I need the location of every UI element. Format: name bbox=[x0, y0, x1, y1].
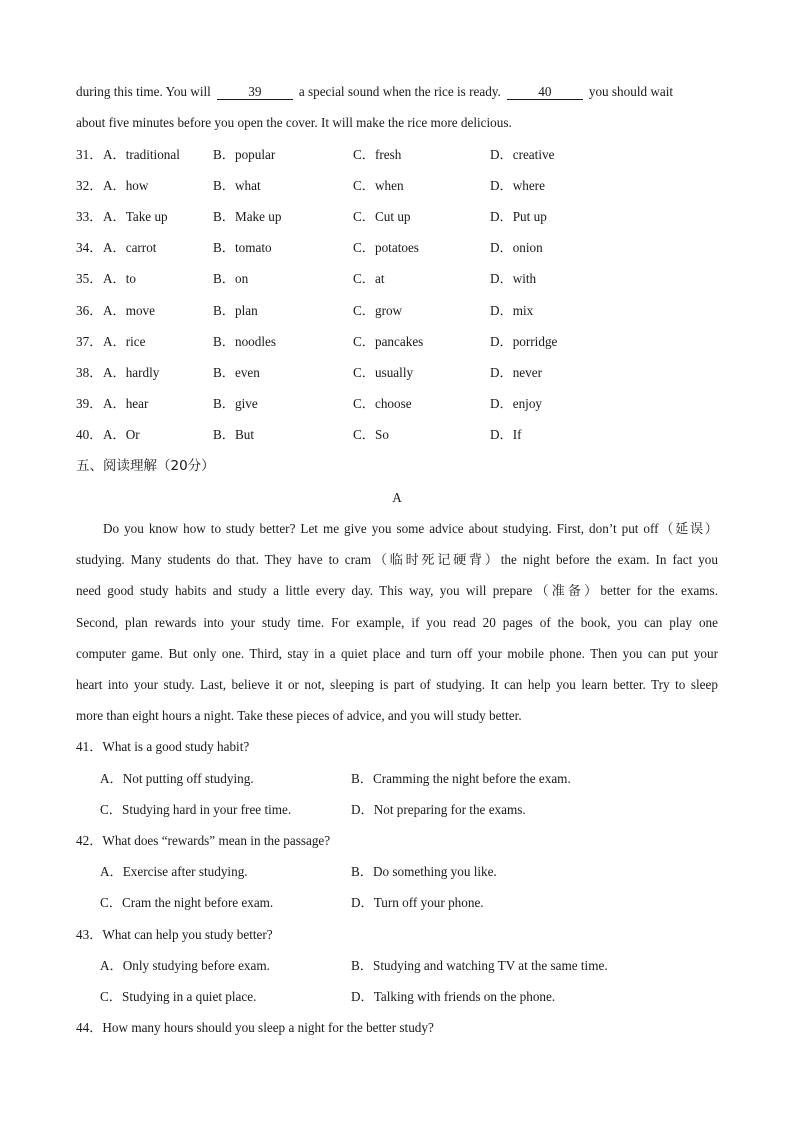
option-a: A．move bbox=[103, 303, 156, 318]
option-b: B．even bbox=[213, 365, 260, 380]
q41-option-d: D．Not preparing for the exams. bbox=[351, 802, 526, 817]
q42-option-b: B．Do something you like. bbox=[351, 864, 497, 879]
option-row-35 bbox=[76, 271, 718, 287]
blank-40: 40 bbox=[507, 85, 583, 100]
cloze-text-line-2: about five minutes before you open the cover. It will make the rice more delicious. bbox=[76, 115, 512, 130]
q43-option-d: D．Talking with friends on the phone. bbox=[351, 989, 556, 1004]
option-b: B．what bbox=[213, 178, 261, 193]
option-d: D．where bbox=[490, 178, 545, 193]
option-row-32 bbox=[76, 178, 718, 194]
passage-line: computer game. But only one. Third, stay in a quiet place and turn off your mobile phone. Then you can put your bbox=[76, 646, 718, 661]
option-b: B．give bbox=[213, 396, 258, 411]
option-d: D．enjoy bbox=[490, 396, 543, 411]
q43-option-b: B．Studying and watching TV at the same time. bbox=[351, 958, 608, 973]
q42-option-d: D．Turn off your phone. bbox=[351, 895, 484, 910]
option-b: B．on bbox=[213, 271, 249, 286]
q41-option-a: A．Not putting off studying. bbox=[100, 771, 254, 786]
option-b: B．popular bbox=[213, 147, 276, 162]
passage-line: heart into your study. Last, believe it or not, sleeping is part of studying. It can help you learn better. Try to sleep bbox=[76, 677, 718, 692]
question-number: 32． bbox=[76, 178, 103, 193]
question-number: 31． bbox=[76, 147, 103, 162]
option-c: C．pancakes bbox=[353, 334, 424, 349]
option-a: A．rice bbox=[103, 334, 146, 349]
option-row-31 bbox=[76, 147, 718, 163]
question-number: 38． bbox=[76, 365, 103, 380]
cloze-text: during this time. You will bbox=[76, 84, 211, 99]
option-b: B．But bbox=[213, 427, 255, 442]
question-number: 33． bbox=[76, 209, 103, 224]
option-row-38 bbox=[76, 365, 718, 381]
option-d: D．with bbox=[490, 271, 537, 286]
option-c: C．Cut up bbox=[353, 209, 411, 224]
option-a: A．carrot bbox=[103, 240, 157, 255]
option-c: C．at bbox=[353, 271, 385, 286]
option-c: C．usually bbox=[353, 365, 414, 380]
passage-line: more than eight hours a night. Take these pieces of advice, and you will study better. bbox=[76, 708, 522, 723]
question-stem-41: 41．What is a good study habit? bbox=[76, 739, 250, 754]
option-a: A．to bbox=[103, 271, 136, 286]
cloze-text: a special sound when the rice is ready. bbox=[298, 84, 501, 99]
section-title: 五、阅读理解（20分） bbox=[76, 458, 215, 474]
option-d: D．Put up bbox=[490, 209, 547, 224]
option-row-37 bbox=[76, 334, 718, 350]
passage-label: A bbox=[392, 490, 402, 505]
option-a: A．how bbox=[103, 178, 149, 193]
option-b: B．noodles bbox=[213, 334, 277, 349]
option-c: C．grow bbox=[353, 303, 403, 318]
passage-line: Second, plan rewards into your study time. For example, if you read 20 pages of the book, you can play one bbox=[76, 615, 718, 630]
question-number: 40． bbox=[76, 427, 103, 442]
cloze-text-line-1 bbox=[76, 84, 718, 100]
question-number: 34． bbox=[76, 240, 103, 255]
option-c: C．when bbox=[353, 178, 404, 193]
passage-line: studying. Many students do that. They have to cram（临时死记硬背）the night before the exam. In fact you bbox=[76, 552, 718, 567]
cloze-text: you should wait bbox=[588, 84, 674, 99]
option-b: B．Make up bbox=[213, 209, 282, 224]
question-number: 35． bbox=[76, 271, 103, 286]
option-a: A．hardly bbox=[103, 365, 160, 380]
option-a: A．Or bbox=[103, 427, 140, 442]
question-stem-43: 43．What can help you study better? bbox=[76, 927, 273, 942]
passage-line: Do you know how to study better? Let me give you some advice about studying. First, don’t put off（延误） bbox=[103, 521, 718, 536]
q41-option-c: C．Studying hard in your free time. bbox=[100, 802, 292, 817]
option-d: D．porridge bbox=[490, 334, 558, 349]
option-a: A．traditional bbox=[103, 147, 180, 162]
question-number: 37． bbox=[76, 334, 103, 349]
option-b: B．plan bbox=[213, 303, 258, 318]
blank-39: 39 bbox=[217, 85, 293, 100]
option-b: B．tomato bbox=[213, 240, 272, 255]
q42-option-a: A．Exercise after studying. bbox=[100, 864, 248, 879]
question-number: 39． bbox=[76, 396, 103, 411]
option-a: A．hear bbox=[103, 396, 149, 411]
option-d: D．If bbox=[490, 427, 522, 442]
option-c: C．potatoes bbox=[353, 240, 419, 255]
question-stem-44: 44．How many hours should you sleep a night for the better study? bbox=[76, 1020, 434, 1035]
option-c: C．So bbox=[353, 427, 389, 442]
option-d: D．creative bbox=[490, 147, 555, 162]
option-row-33 bbox=[76, 209, 718, 225]
question-stem-42: 42．What does “rewards” mean in the passage? bbox=[76, 833, 331, 848]
option-c: C．choose bbox=[353, 396, 412, 411]
option-row-39 bbox=[76, 396, 718, 412]
option-row-34 bbox=[76, 240, 718, 256]
q43-option-a: A．Only studying before exam. bbox=[100, 958, 270, 973]
passage-line: need good study habits and study a little every day. This way, you will prepare（准备）better for the exams. bbox=[76, 583, 718, 598]
option-c: C．fresh bbox=[353, 147, 402, 162]
option-d: D．never bbox=[490, 365, 542, 380]
q41-option-b: B．Cramming the night before the exam. bbox=[351, 771, 571, 786]
q43-option-c: C．Studying in a quiet place. bbox=[100, 989, 257, 1004]
option-row-40 bbox=[76, 427, 718, 443]
option-row-36 bbox=[76, 303, 718, 319]
question-number: 36． bbox=[76, 303, 103, 318]
option-d: D．onion bbox=[490, 240, 543, 255]
option-d: D．mix bbox=[490, 303, 534, 318]
option-a: A．Take up bbox=[103, 209, 168, 224]
q42-option-c: C．Cram the night before exam. bbox=[100, 895, 274, 910]
